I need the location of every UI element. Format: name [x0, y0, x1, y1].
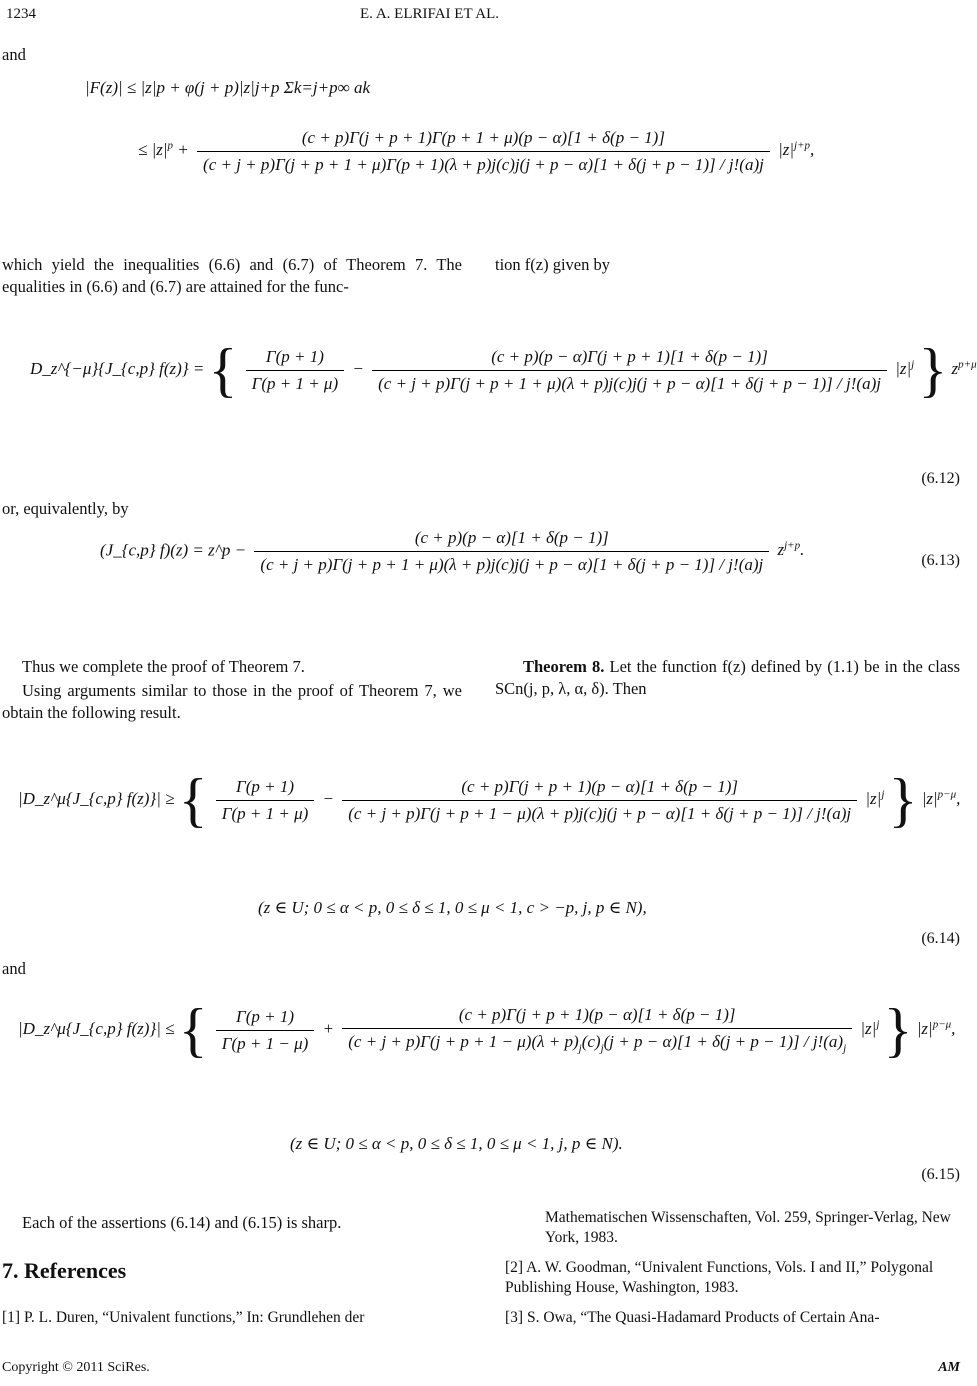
equation-6-12-numerator: (c + p)(p − α)Γ(j + p + 1)[1 + δ(p − 1)]: [491, 346, 768, 366]
equation-6-13-lhs: (J_{c,p} f)(z) = z^p −: [100, 540, 247, 560]
equation-6-14-lhs: |D_z^μ{J_{c,p} f(z)}| ≥: [18, 788, 175, 808]
section-title-references: 7. References: [2, 1258, 127, 1283]
footer-copyright: Copyright © 2011 SciRes.: [2, 1360, 150, 1375]
equation-6-14-denominator: (c + j + p)Γ(j + p + 1 − μ)(λ + p)j(c)j(j + p − α)[1 + δ(j + p − 1)] / j!(a)j: [342, 800, 857, 824]
text-or-equivalently: or, equivalently, by: [2, 499, 129, 518]
equation-6-14-conditions: (z ∈ U; 0 ≤ α < p, 0 ≤ δ ≤ 1, 0 ≤ μ < 1, c > −p, j, p ∈ N),: [258, 898, 647, 917]
equation-a-numerator: (c + p)Γ(j + p + 1)Γ(p + 1 + μ)(p − α)[1 + δ(p − 1)]: [301, 128, 665, 147]
equation-6-13-numerator: (c + p)(p − α)[1 + δ(p − 1)]: [414, 528, 609, 547]
equation-6-15-conditions: (z ∈ U; 0 ≤ α < p, 0 ≤ δ ≤ 1, 0 ≤ μ < 1, j, p ∈ N).: [290, 1134, 623, 1153]
text-and-1: and: [2, 45, 26, 64]
reference-2: [2] A. W. Goodman, “Univalent Functions, Vols. I and II,” Polygonal Publishing House, Washington, 1983.: [505, 1259, 934, 1296]
text-and-2: and: [2, 959, 26, 978]
equation-6-14-numerator: (c + p)Γ(j + p + 1)(p − α)[1 + δ(p − 1)]: [461, 776, 738, 796]
equation-a-denominator: (c + j + p)Γ(j + p + 1 + μ)Γ(p + 1)(λ + p)j(c)j(j + p − α)[1 + δ(j + p − 1)] / j!(a)j: [197, 151, 770, 175]
running-head: E. A. ELRIFAI ET AL.: [360, 6, 500, 22]
equation-6-14: |D_z^μ{J_{c,p} f(z)}| ≥ { $\frac{\Gamma(p + 1)}{\Gamma(p + 1 + \mu)}$ − (c + p)Γ(j + p + 1)(p − α)[1 + δ(p − 1)] (c + j + p)Γ(j + p + 1 − μ)(λ + p)j(c)j(j + p − α)[1 + δ(j + p − 1)] / j!(a)j $|z|^j$ } $|z|^{p-\mu}$,: [18, 767, 961, 833]
text-sharp: Each of the assertions (6.14) and (6.15) is sharp.: [22, 1213, 342, 1232]
reference-1-continued: Mathematischen Wissenschaften, Vol. 259, Springer-Verlag, New York, 1983.: [545, 1209, 951, 1246]
equation-number-6-13: (6.13): [921, 552, 960, 569]
equation-number-6-15: (6.15): [921, 1166, 960, 1183]
equation-number-6-12: (6.12): [921, 470, 960, 487]
footer-journal: AM: [938, 1360, 960, 1375]
reference-1: [1] P. L. Duren, “Univalent functions,” In: Grundlehen der: [2, 1309, 365, 1326]
text-complete-proof: Thus we complete the proof of Theorem 7.: [22, 657, 305, 676]
equation-6-12-lhs: D_z^{−μ}{J_{c,p} f(z)} =: [30, 358, 205, 378]
text-function-given: tion f(z) given by: [495, 255, 611, 274]
equation-a-line1: |F(z)| ≤ |z|p + φ(j + p)|z|j+p Σk=j+p∞ ak: [85, 78, 370, 97]
page-number: 1234: [6, 6, 36, 22]
equation-6-12-denominator: (c + j + p)Γ(j + p + 1 + μ)(λ + p)j(c)j(j + p − α)[1 + δ(j + p − 1)] / j!(a)j: [372, 370, 887, 394]
text-using-arguments: Using arguments similar to those in the proof of Theorem 7, we obtain the following result.: [2, 681, 462, 722]
reference-3: [3] S. Owa, “The Quasi-Hadamard Products of Certain Ana-: [505, 1309, 880, 1326]
theorem-8-label: Theorem 8.: [523, 657, 605, 676]
equation-6-15-lhs: |D_z^μ{J_{c,p} f(z)}| ≤: [18, 1018, 175, 1038]
theorem-8-statement: [495, 656, 960, 700]
equation-a-line2: ≤ $|z|^p$ + (c + p)Γ(j + p + 1)Γ(p + 1 + μ)(p − α)[1 + δ(p − 1)] (c + j + p)Γ(j + p + 1 + μ)Γ(p + 1)(λ + p)j(c)j(j + p − α)[1 + δ(j + p − 1)] / j!(a)j $|z|^{j+p}$,: [138, 128, 815, 174]
equation-number-6-14: (6.14): [921, 930, 960, 947]
equation-6-13: (J_{c,p} f)(z) = z^p − (c + p)(p − α)[1 + δ(p − 1)] (c + j + p)Γ(j + p + 1 + μ)(λ + p)j(c)j(j + p − α)[1 + δ(j + p − 1)] / j!(a)j $z^{j+p}$.: [100, 528, 805, 574]
theorem-8-body: Let the function f(z) defined by (1.1) be in the class SCn(j, p, λ, α, δ). Then: [495, 657, 960, 698]
equation-6-13-denominator: (c + j + p)Γ(j + p + 1 + μ)(λ + p)j(c)j(j + p − α)[1 + δ(j + p − 1)] / j!(a)j: [254, 551, 769, 575]
equation-6-12: D_z^{−μ}{J_{c,p} f(z)} = { $\frac{\Gamma(p + 1)}{\Gamma(p + 1 + \mu)}$ − (c + p)(p − α)Γ(j + p + 1)[1 + δ(p − 1)] (c + j + p)Γ(j + p + 1 + μ)(λ + p)j(c)j(j + p − α)[1 + δ(j + p − 1)] / j!(a)j $|z|^j$ } $z^{p+\mu}$: [30, 337, 977, 403]
text-which-yield: which yield the inequalities (6.6) and (6.7) of Theorem 7. The equalities in (6.6) and (6.7) are attained for the func-: [2, 255, 462, 296]
equation-6-15: |D_z^μ{J_{c,p} f(z)}| ≤ { $\frac{\Gamma(p + 1)}{\Gamma(p + 1 - \mu)}$ + (c + p)Γ(j + p + 1)(p − α)[1 + δ(p − 1)] $(c + j + p)\Gamma(j + p + 1 - \mu)(\lambda + p)_j(c)_j(j + p - \alpha)[1 + \delta(j + p - 1)] / j!(a)_j$ $|z|^j$ } $|z|^{p-\mu}$,: [18, 997, 956, 1063]
